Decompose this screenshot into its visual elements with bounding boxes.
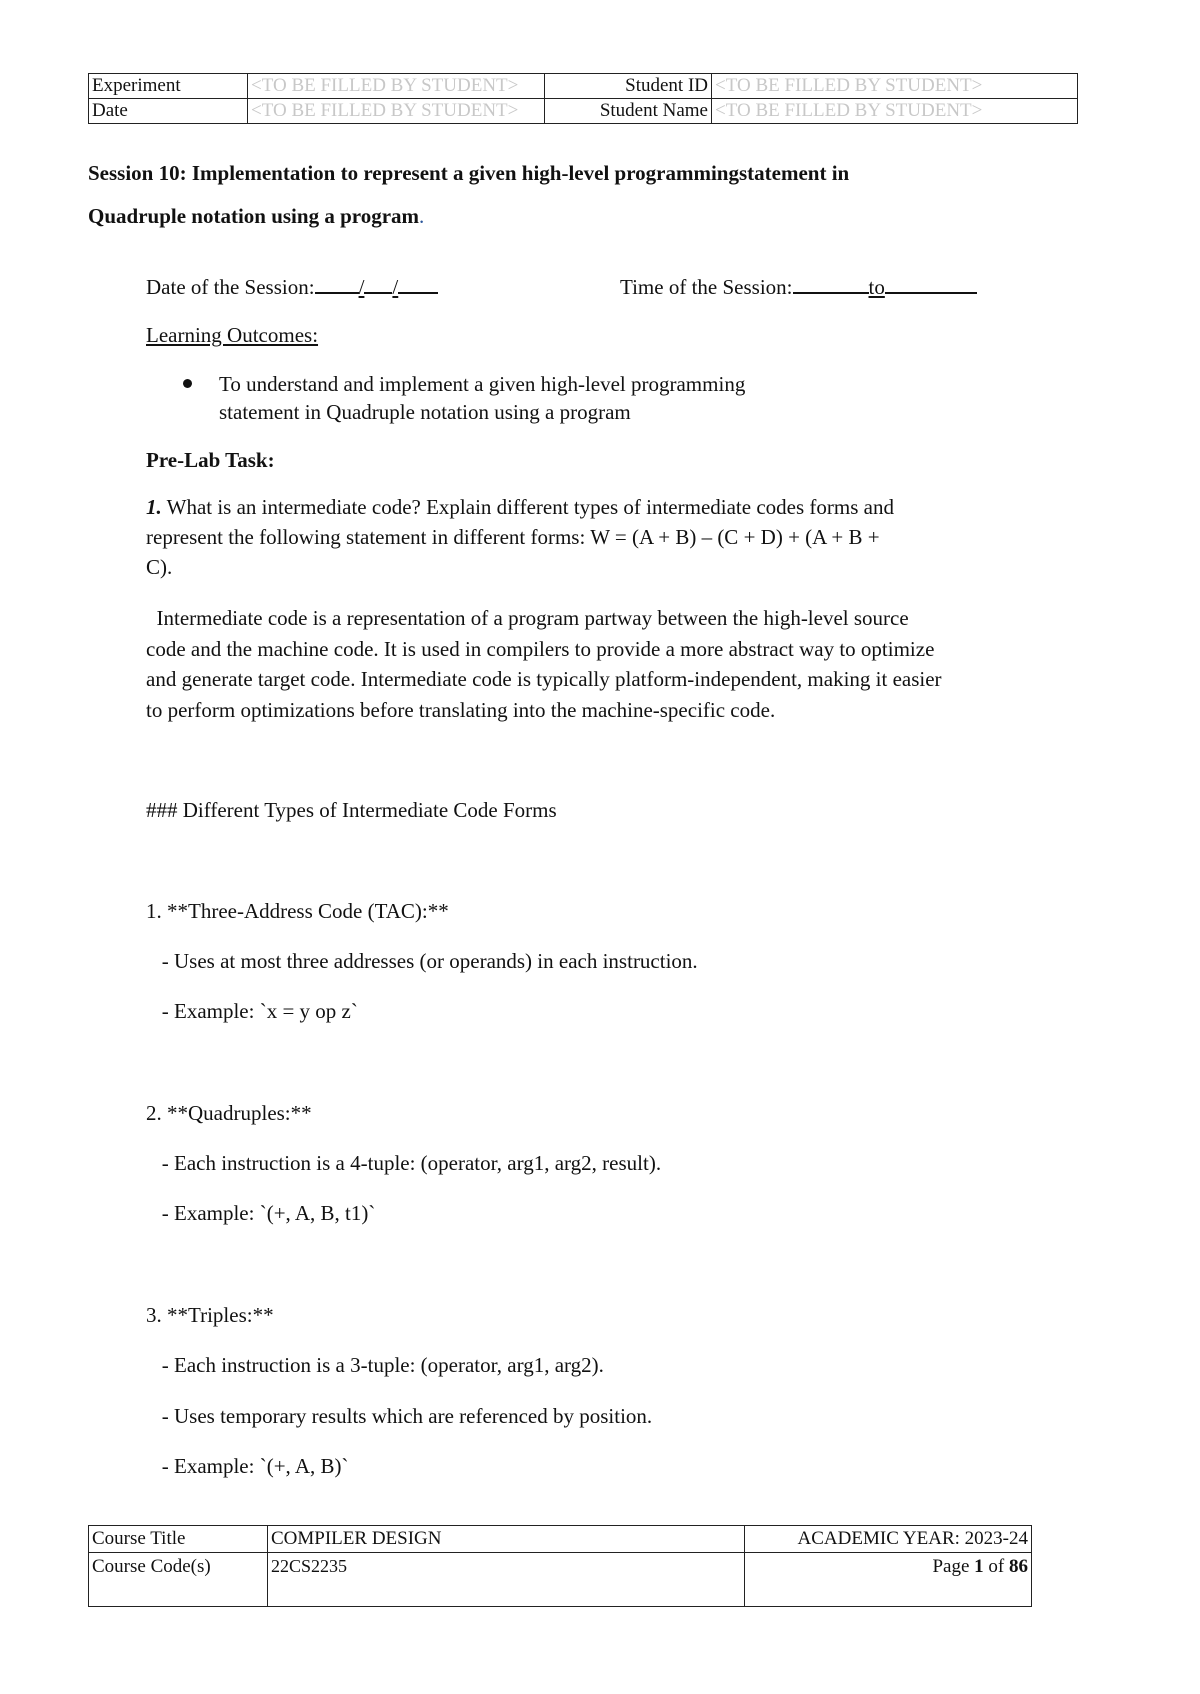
session-time-label: Time of the Session: — [620, 275, 793, 299]
date-sep-2: / — [392, 275, 399, 299]
date-year-blank[interactable] — [398, 274, 438, 294]
date-field[interactable]: <TO BE FILLED BY STUDENT> — [248, 99, 545, 124]
experiment-field[interactable]: <TO BE FILLED BY STUDENT> — [248, 74, 545, 99]
session-time — [620, 272, 977, 302]
date-sep-1: / — [358, 275, 365, 299]
page-prefix: Page — [932, 1556, 975, 1577]
learning-outcome-line: To understand and implement a given high-level programming — [219, 372, 746, 396]
learning-outcome-item — [219, 370, 745, 426]
form2-line: - Each instruction is a 4-tuple: (operator, arg1, arg2, result). — [146, 1151, 662, 1175]
question-line: represent the following statement in different forms: W = (A + B) – (C + D) + (A + B + — [146, 525, 880, 549]
session-title-period: . — [419, 204, 425, 228]
page-total: 86 — [1009, 1556, 1028, 1577]
time-to: to — [868, 275, 885, 299]
course-title-value: COMPILER DESIGN — [268, 1526, 745, 1553]
section-heading: ### Different Types of Intermediate Code Forms — [146, 798, 557, 822]
session-date-label: Date of the Session: — [146, 275, 315, 299]
question-number: 1. — [146, 495, 162, 519]
course-title-label: Course Title — [89, 1526, 268, 1553]
answer-line: and generate target code. Intermediate code is typically platform-independent, making it easier — [146, 667, 942, 691]
date-day-blank[interactable] — [315, 274, 359, 294]
student-name-field[interactable]: <TO BE FILLED BY STUDENT> — [712, 99, 1078, 124]
page-of: of — [983, 1556, 1009, 1577]
session-title-line2 — [88, 204, 1088, 229]
session-title-line2-text: Quadruple notation using a program — [88, 204, 420, 228]
page-number — [745, 1553, 1032, 1607]
bullet-icon — [183, 379, 192, 388]
learning-outcome-line: statement in Quadruple notation using a program — [219, 400, 631, 424]
course-code-label: Course Code(s) — [89, 1553, 268, 1607]
form3-title: 3. **Triples:** — [146, 1303, 274, 1327]
answer-line: code and the machine code. It is used in compilers to provide a more abstract way to optimize — [146, 636, 935, 661]
answer-line: Intermediate code is a representation of a program partway between the high-level source — [146, 606, 909, 630]
question-line: C). — [146, 555, 173, 579]
form2-title: 2. **Quadruples:** — [146, 1101, 312, 1125]
prelab-heading: Pre-Lab Task: — [146, 448, 275, 472]
footer-table — [88, 1525, 1032, 1607]
student-name-label: Student Name — [545, 99, 712, 124]
question-line: What is an intermediate code? Explain different types of intermediate codes forms and — [161, 495, 894, 519]
form1-line: - Uses at most three addresses (or operands) in each instruction. — [146, 949, 698, 973]
form3-line: - Example: `(+, A, B)` — [146, 1454, 349, 1478]
academic-year: ACADEMIC YEAR: 2023-24 — [745, 1526, 1032, 1553]
session-title-line1: Session 10: Implementation to represent a given high-level programmingstatement in — [88, 161, 850, 185]
time-start-blank[interactable] — [793, 274, 869, 294]
experiment-label: Experiment — [89, 74, 248, 99]
form3-line: - Each instruction is a 3-tuple: (operator, arg1, arg2). — [146, 1353, 604, 1377]
time-end-blank[interactable] — [885, 274, 977, 294]
prelab-question — [146, 492, 1026, 582]
course-code-value: 22CS2235 — [268, 1553, 745, 1607]
page-current: 1 — [974, 1556, 984, 1577]
answer-line: to perform optimizations before translating into the machine-specific code. — [146, 697, 776, 722]
answer-paragraph — [146, 603, 1026, 725]
form2-line: - Example: `(+, A, B, t1)` — [146, 1201, 376, 1225]
form1-line: - Example: `x = y op z` — [146, 999, 358, 1023]
learning-outcomes-heading: Learning Outcomes: — [146, 323, 319, 347]
form1-title: 1. **Three-Address Code (TAC):** — [146, 899, 449, 923]
header-table — [88, 73, 1078, 124]
date-month-blank[interactable] — [364, 274, 392, 294]
student-id-field[interactable]: <TO BE FILLED BY STUDENT> — [712, 74, 1078, 99]
date-label: Date — [89, 99, 248, 124]
student-id-label: Student ID — [545, 74, 712, 99]
form3-line: - Uses temporary results which are referenced by position. — [146, 1404, 653, 1428]
session-date — [146, 272, 438, 302]
